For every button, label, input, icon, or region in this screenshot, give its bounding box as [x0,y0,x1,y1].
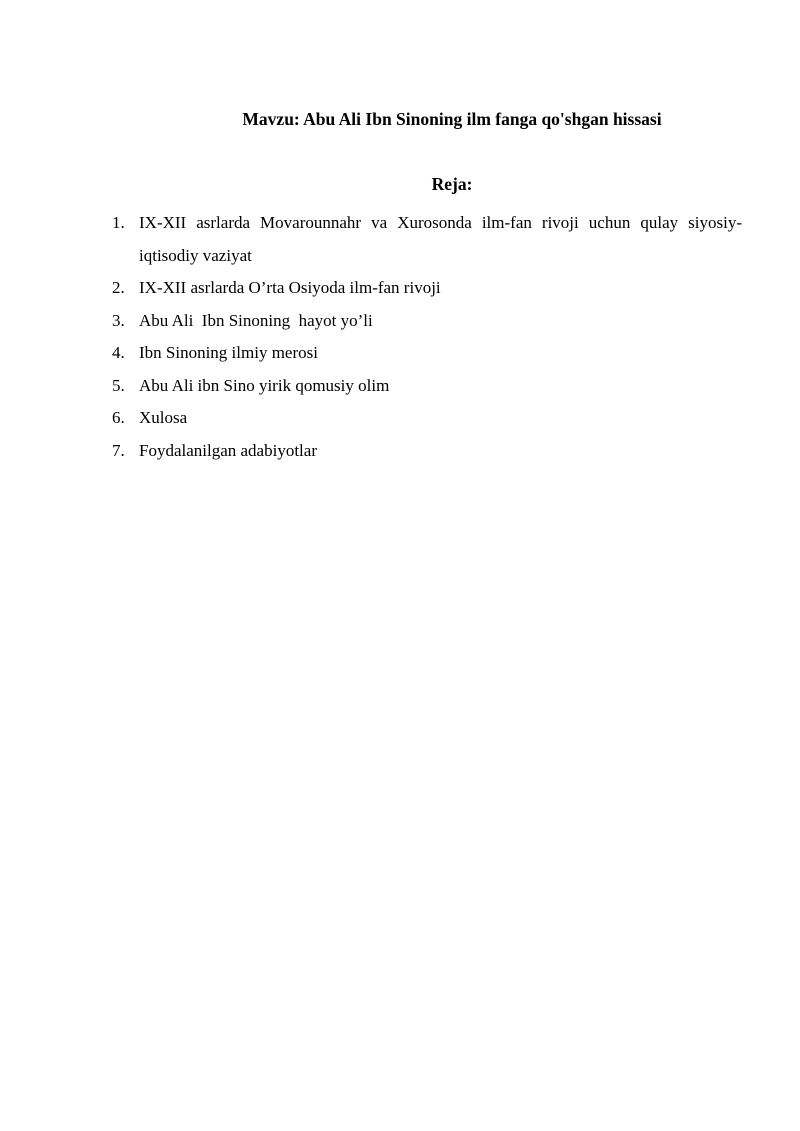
plan-item-number: 6. [112,408,125,427]
plan-item-4 [112,337,742,370]
plan-item-number: 3. [112,310,125,330]
plan-item-1 [112,207,742,272]
plan-item-7 [112,435,742,468]
plan-item-number: 4. [112,343,125,362]
plan-item-text: Abu Ali ibn Sino yirik qomusiy olim [139,375,390,395]
plan-item-5 [112,370,742,403]
plan-item-text: Abu Ali Ibn Sinoning hayot yo’li [139,310,373,330]
plan-item-number: 5. [112,375,125,395]
document-title: Mavzu: Abu Ali Ibn Sinoning ilm fanga qo'shgan hissasi [242,109,662,129]
plan-item-text: Ibn Sinoning ilmiy merosi [139,343,318,362]
plan-item-text: Foydalanilgan adabiyotlar [139,440,317,460]
plan-item-2 [112,272,742,305]
plan-item-number: 7. [112,440,125,460]
plan-item-6 [112,402,742,435]
plan-item-text: IX-XII asrlarda O’rta Osiyoda ilm-fan rivoji [139,278,441,297]
plan-item-number: 1. [112,213,125,232]
plan-item-3 [112,305,742,338]
plan-list [112,207,742,467]
plan-item-text: Xulosa [139,408,188,427]
plan-item-text: IX-XII asrlarda Movarounnahr va Xurosonda ilm-fan rivoji uchun qulay siyosiy-iqtisodiy vaziyat [139,213,742,265]
plan-item-number: 2. [112,278,125,297]
plan-heading: Reja: [431,174,473,194]
